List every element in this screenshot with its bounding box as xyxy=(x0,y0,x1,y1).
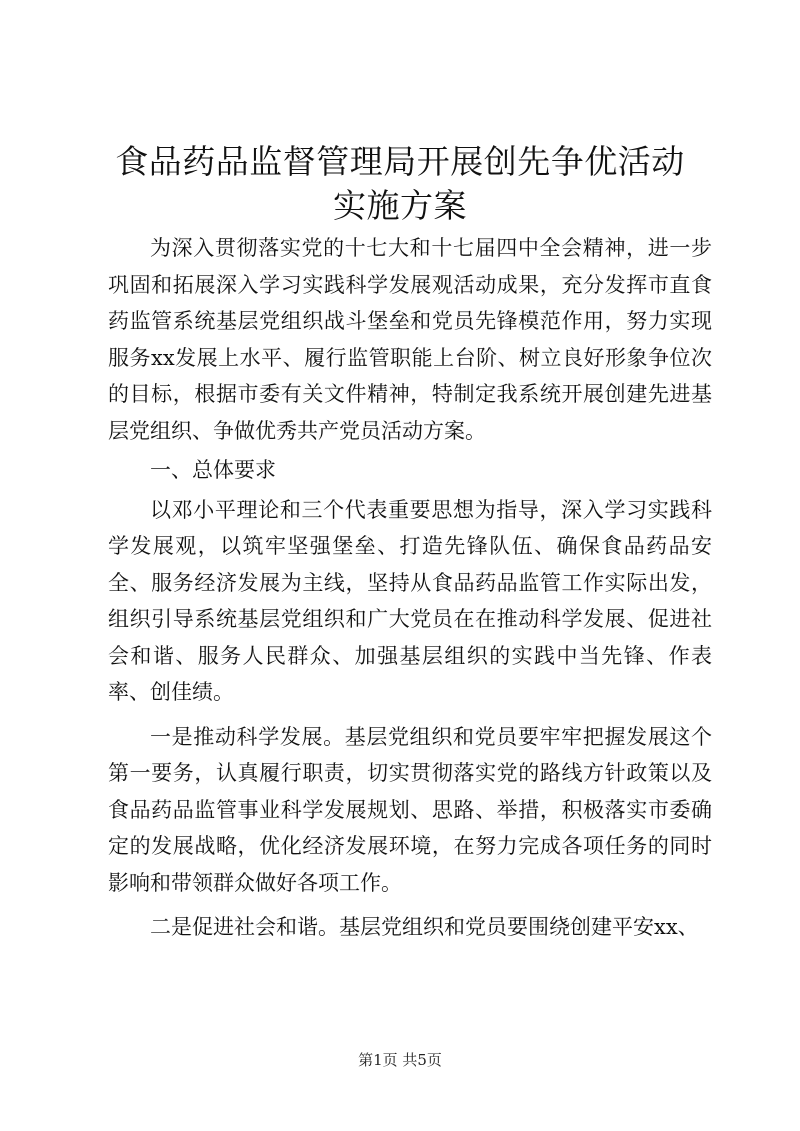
paragraph-guiding-principle: 以邓小平理论和三个代表重要思想为指导，深入学习实践科学发展观，以筑牢坚强堡垒、打造先锋队伍、确保食品药品安全、服务经济发展为主线，坚持从食品药品监管工作实际出发，组织引导系统基层党组织和广大党员在在推动科学发展、促进社会和谐、服务人民群众、加强基层组织的实践中当先锋、作表率、创佳绩。 xyxy=(108,497,712,704)
paragraph-promote-harmony: 二是促进社会和谐。基层党组织和党员要围绕创建平安xx、 xyxy=(150,915,699,939)
page-number-footer: 第1页 共5页 xyxy=(358,1051,442,1069)
document-title: 食品药品监督管理局开展创先争优活动实施方案 xyxy=(115,142,685,225)
document-body xyxy=(108,230,712,946)
paragraph-intro: 为深入贯彻落实党的十七大和十七届四中全会精神，进一步巩固和拓展深入学习实践科学发展观活动成果，充分发挥市直食药监管系统基层党组织战斗堡垒和党员先锋模范作用，努力实现服务xx发展上水平、履行监管职能上台阶、树立良好形象争位次的目标，根据市委有关文件精神，特制定我系统开展创建先进基层党组织、争做优秀共产党员活动方案。 xyxy=(108,236,712,443)
section-heading-general-requirements: 一、总体要求 xyxy=(150,458,276,482)
paragraph-promote-development: 一是推动科学发展。基层党组织和党员要牢牢把握发展这个第一要务，认真履行职责，切实贯彻落实党的路线方针政策以及食品药品监管事业科学发展规划、思路、举措，积极落实市委确定的发展战略，优化经济发展环境，在努力完成各项任务的同时影响和带领群众做好各项工作。 xyxy=(108,724,712,895)
